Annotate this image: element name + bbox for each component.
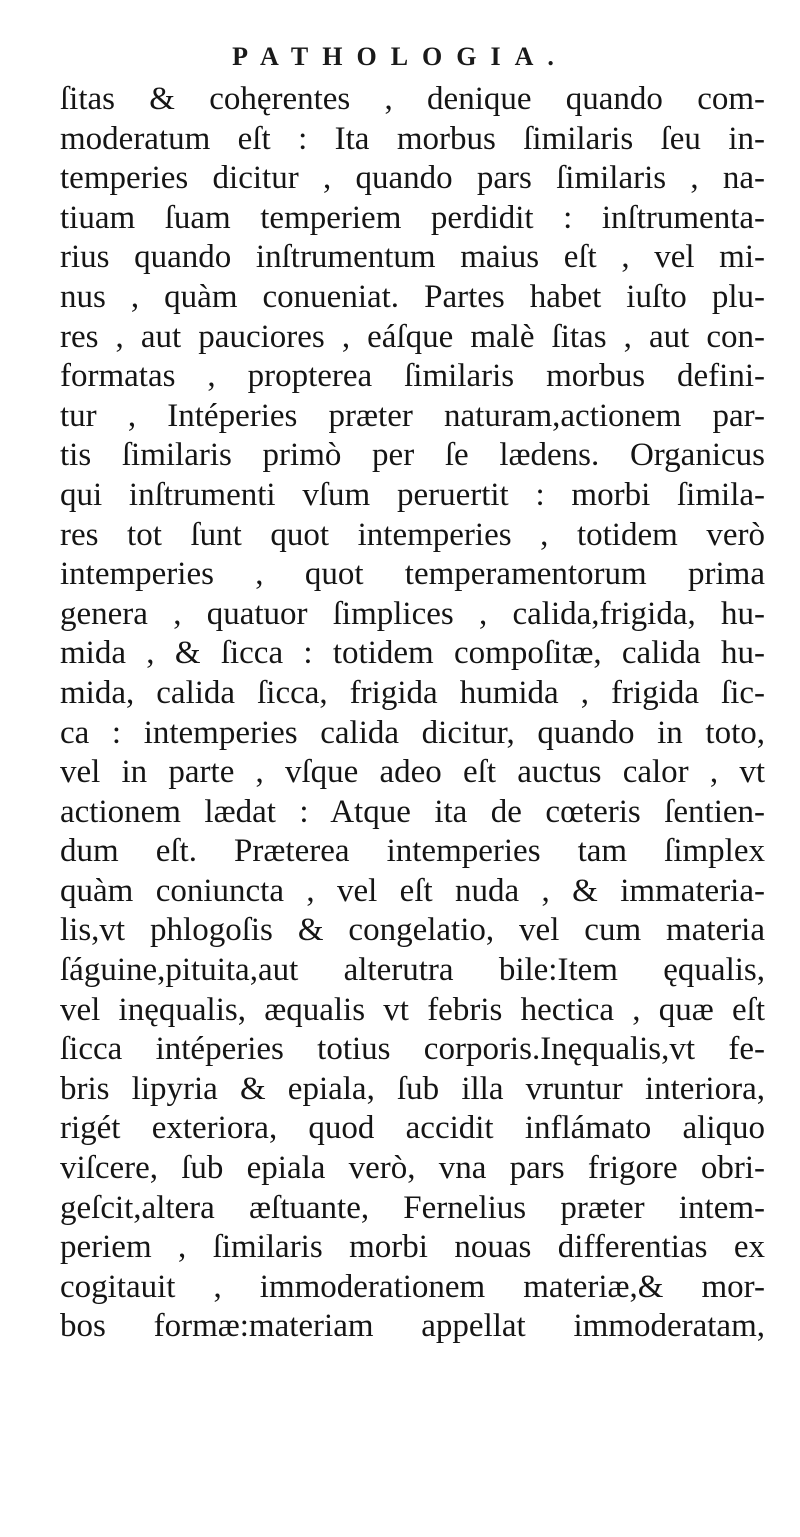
text-line: tis ſimilaris primò per ſe lӕdens. Organicus (60, 437, 765, 474)
text-line: vel in parte , vſque adeo eſt auctus calor , vt (60, 754, 765, 791)
text-line: nus , quàm conueniat. Partes habet iuſto plu- (60, 278, 765, 315)
text-line: mida, calida ſicca, frigida humida , frigida ſic- (60, 674, 765, 711)
text-line: intemperies , quot temperamentorum prima (60, 556, 765, 593)
text-line: tiuam ſuam temperiem perdidit : inſtrumenta- (60, 199, 765, 236)
text-line: ſitas & cohęrentes , denique quando com- (60, 81, 765, 117)
text-line: res , aut pauciores , eáſque malè ſitas , aut con- (60, 318, 765, 355)
text-line: mida , & ſicca : totidem compoſitӕ, calida hu- (60, 635, 765, 672)
text-line: moderatum eſt : Ita morbus ſimilaris ſeu in- (60, 120, 765, 157)
text-line: dum eſt. Prӕterea intemperies tam ſimplex (60, 833, 765, 870)
text-line: tur , Intéperies prӕter naturam,actionem par- (60, 397, 765, 434)
text-line: periem , ſimilaris morbi nouas differentias ex (60, 1229, 765, 1266)
text-line: rigét exteriora, quod accidit inflámato aliquo (60, 1110, 765, 1147)
text-line: viſcere, ſub epiala verò, vna pars frigore obri- (60, 1150, 765, 1187)
text-line: res tot ſunt quot intemperies , totidem verò (60, 516, 765, 553)
text-line: rius quando inſtrumentum maius eſt , vel mi- (60, 239, 765, 276)
text-line: lis,vt phlogoſis & congelatio, vel cum materia (60, 912, 765, 949)
body-text (60, 80, 765, 1347)
text-line: bos formӕ:materiam appellat immoderatam, (60, 1308, 765, 1345)
text-line: formatas , propterea ſimilaris morbus defini- (60, 358, 765, 395)
text-line: bris lipyria & epiala, ſub illa vruntur interiora, (60, 1070, 765, 1107)
text-line: geſcit,altera ӕſtuante, Fernelius prӕter intem- (60, 1189, 765, 1226)
text-line: qui inſtrumenti vſum peruertit : morbi ſimila- (60, 476, 765, 513)
text-line: temperies dicitur , quando pars ſimilaris , na- (60, 160, 765, 197)
text-line: vel inęqualis, ӕqualis vt febris hectica , quӕ eſt (60, 991, 765, 1028)
text-line: ſicca intéperies totius corporis.Inęqualis,vt fe- (60, 1031, 765, 1068)
text-line: cogitauit , immoderationem materiӕ,& mor- (60, 1268, 765, 1305)
text-line: quàm coniuncta , vel eſt nuda , & immateria- (60, 872, 765, 909)
text-line: ca : intemperies calida dicitur, quando in toto, (60, 714, 765, 751)
text-line: ſáguine,pituita,aut alterutra bile:Item ęqualis, (60, 952, 765, 989)
text-line: genera , quatuor ſimplices , calida,frigida, hu- (60, 595, 765, 632)
running-header: PATHOLOGIA. (232, 42, 568, 71)
text-line: actionem lӕdat : Atque ita de cœteris ſentien- (60, 793, 765, 830)
